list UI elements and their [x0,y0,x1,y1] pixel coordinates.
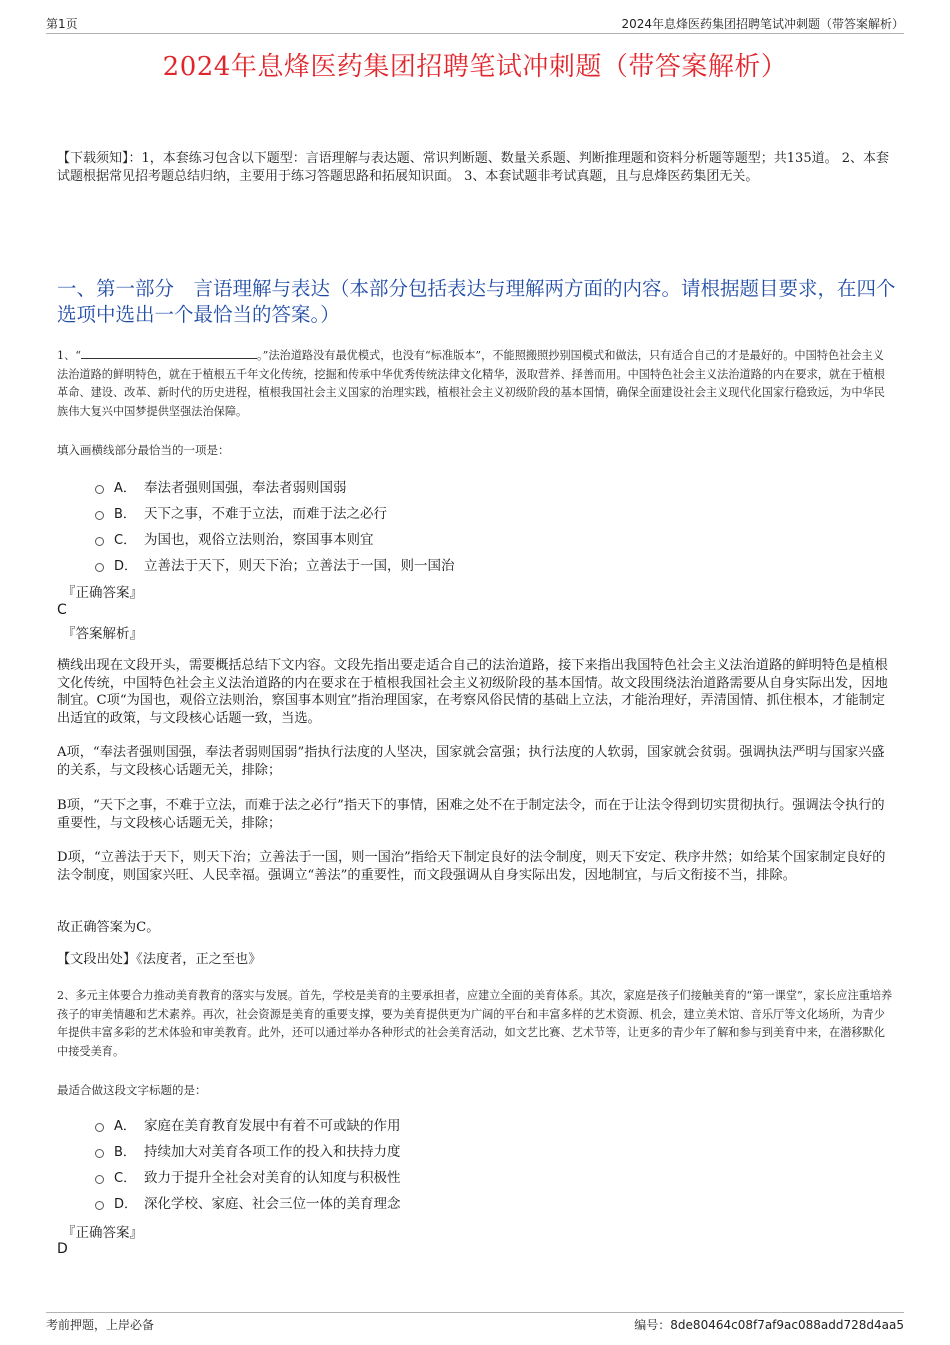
option-d[interactable] [95,1189,401,1215]
page-footer [46,1312,904,1333]
section-heading: 一、第一部分 言语理解与表达（本部分包括表达与理解两方面的内容。请根据题目要求，在四个选项中选出一个最恰当的答案。） [57,277,896,326]
correct-answer: D [57,1241,68,1257]
radio-icon[interactable] [95,511,104,520]
option-letter: B． [114,1144,136,1160]
question-2-options [95,1111,401,1215]
option-text: 致力于提升全社会对美育的认知度与积极性 [144,1170,401,1186]
footer-slogan: 考前押题，上岸必备 [46,1318,155,1332]
option-text: 天下之事，不难于立法，而难于法之必行 [144,506,387,522]
option-letter: D． [114,1196,138,1212]
page-number: 第1页 [46,17,78,31]
option-letter: A． [114,1118,136,1134]
radio-icon[interactable] [95,563,104,572]
option-text: 持续加大对美育各项工作的投入和扶持力度 [144,1144,401,1160]
option-text: 立善法于天下，则天下治；立善法于一国，则一国治 [144,558,455,574]
question-1-options [95,473,455,577]
option-letter: A． [114,480,136,496]
option-letter: C． [114,532,137,548]
option-c[interactable] [95,1163,401,1189]
option-text: 深化学校、家庭、社会三位一体的美育理念 [144,1196,401,1212]
option-b[interactable] [95,499,455,525]
radio-icon[interactable] [95,1149,104,1158]
option-d[interactable] [95,551,455,577]
analysis-conclusion: 故正确答案为C。 [57,920,160,935]
document-title: 2024年息烽医药集团招聘笔试冲刺题（带答案解析） [162,52,788,82]
radio-icon[interactable] [95,1123,104,1132]
radio-icon[interactable] [95,485,104,494]
option-text: 家庭在美育教育发展中有着不可或缺的作用 [144,1118,401,1134]
source-note: 【文段出处】《法度者，正之至也》 [57,952,262,967]
question-1-prompt: 填入画横线部分最恰当的一项是： [57,443,230,457]
question-2-prompt: 最适合做这段文字标题的是： [57,1083,207,1097]
option-text: 为国也，观俗立法则治，察国事本则宜 [144,532,374,548]
analysis-paragraph: D项，“立善法于天下，则天下治；立善法于一国，则一国治”指给天下制定良好的法令制度，则天下安定、秩序井然；如给某个国家制定良好的法令制度，则国家兴旺、人民幸福。强调立“善法”的重要性，而文段强调从自身实际出发，因地制宜，与后文衔接不当，排除。 [57,850,886,883]
analysis-paragraph: B项，“天下之事，不难于立法，而难于法之必行”指天下的事情，困难之处不在于制定法令，而在于让法令得到切实贯彻执行。强调法令执行的重要性，与文段核心话题无关，排除； [57,798,885,831]
question-1-number: 1、“ [57,349,82,362]
option-text: 奉法者强则国强，奉法者弱则国弱 [144,480,347,496]
option-c[interactable] [95,525,455,551]
option-a[interactable] [95,473,455,499]
correct-answer-label: 『正确答案』 [62,585,143,601]
option-letter: B． [114,506,136,522]
analysis-paragraph: A项，“奉法者强则国强，奉法者弱则国弱”指执行法度的人坚决，国家就会富强；执行法度的人软弱，国家就会贫弱。强调执法严明与国家兴盛的关系，与文段核心话题无关，排除； [57,745,885,778]
option-a[interactable] [95,1111,401,1137]
question-2-text: 2、多元主体要合力推动美育教育的落实与发展。首先，学校是美育的主要承担者，应建立全面的美育体系。其次，家庭是孩子们接触美育的“第一课堂”，家长应注重培养孩子的审美情趣和艺术素养。再次，社会资源是美育的重要支撑，要为美育提供更为广阔的平台和丰富多样的艺术资源、机会，建立美术馆、音乐厅等文化场所，为青少年提供丰富多彩的艺术体验和审美教育。此外，还可以通过举办各种形式的社会美育活动，如文艺比赛、艺术节等，让更多的青少年了解和参与到美育中来，在潜移默化中接受美育。 [57,989,893,1058]
question-1-text [57,346,895,421]
option-letter: D． [114,558,138,574]
option-letter: C． [114,1170,137,1186]
correct-answer-label: 『正确答案』 [62,1225,143,1241]
footer-serial: 编号：8de80464c08f7af9ac088add728d4aa5 [634,1318,904,1332]
page-header [46,14,904,34]
radio-icon[interactable] [95,1201,104,1210]
analysis-label: 『答案解析』 [62,626,143,642]
correct-answer: C [57,602,67,618]
header-doc-name: 2024年息烽医药集团招聘笔试冲刺题（带答案解析） [621,17,904,31]
download-notice: 【下载须知】：1，本套练习包含以下题型：言语理解与表达题、常识判断题、数量关系题、判断推理题和资料分析题等题型；共135道。 2、本套试题根据常见招考题总结归纳，主要用于练习答题思路和拓展知识面。 3、本套试题非考试真题，且与息烽医药集团无关。 [57,151,889,184]
analysis-paragraph: 横线出现在文段开头，需要概括总结下文内容。文段先指出要走适合自己的法治道路，接下来指出我国特色社会主义法治道路的鲜明特色是植根文化传统，中国特色社会主义法治道路的内在要求在于植根我国社会主义初级阶段的基本国情。故文段围绕法治道路需要从自身实际出发，因地制宜。C项“为国也，观俗立法则治，察国事本则宜”指治理国家，在考察风俗民情的基础上立法，才能治理好，弄清国情、抓住根本，才能制定出适宜的政策，与文段核心话题一致，当选。 [57,658,888,726]
option-b[interactable] [95,1137,401,1163]
radio-icon[interactable] [95,537,104,546]
radio-icon[interactable] [95,1175,104,1184]
fill-in-blank [81,346,257,359]
question-1-body: 。”法治道路没有最优模式，也没有“标准版本”，不能照搬照抄别国模式和做法，只有适合自己的才是最好的。中国特色社会主义法治道路的鲜明特色，就在于植根五千年文化传统，挖掘和传承中华优秀传统法律文化精华，汲取营养、择善而用。中国特色社会主义法治道路的内在要求，就在于植根革命、建设、改革、新时代的历史进程，植根我国社会主义国家的治理实践，植根社会主义初级阶段的基本国情，确保全面建设社会主义现代化国家行稳致远，为中华民族伟大复兴中国梦提供坚强法治保障。 [57,349,885,418]
